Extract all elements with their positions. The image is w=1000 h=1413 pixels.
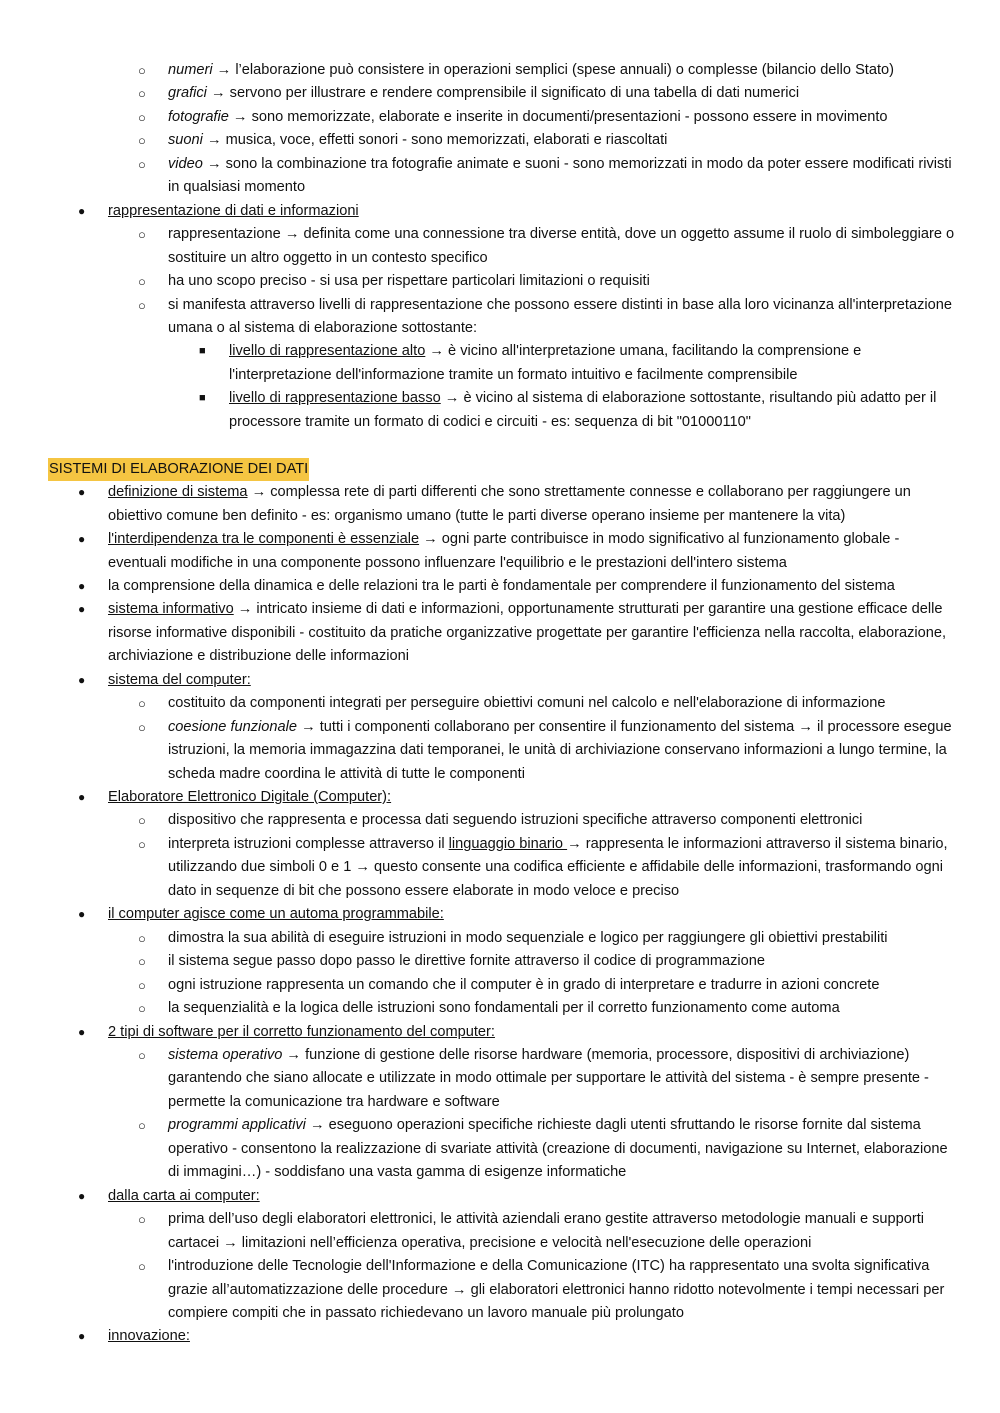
item-text: il sistema segue passo dopo passo le direttive fornite attraverso il codice di programmazione [168, 953, 766, 970]
circle-bullet-icon: ○ [138, 1259, 146, 1275]
item-text: → intricato insieme di dati e informazioni, opportunamente strutturati per garantire una gestione efficace delle risorse informative disponibili - costituito da pratiche organizzative progettate per garantire l'efficienza nella raccolta, elaborazione, archiviazione e distribuzione delle informazioni [108, 601, 947, 665]
item-text: → eseguono operazioni specifiche richieste dagli utenti sfruttando le risorse fornite dal sistema operativo - consentono la realizzazione di svariate attività (creazione di documenti, navigazione su Internet, elaborazione di immagini…) - soddisfano una vasta gamma di esigenze informatiche [168, 1117, 948, 1181]
arrow-text: → [212, 62, 236, 78]
list-item [48, 950, 958, 973]
blank-line [48, 434, 958, 457]
sistema-informativo-label: sistema informativo [108, 601, 234, 618]
disc-bullet-icon: ● [78, 790, 86, 805]
disc-bullet-icon: ● [78, 578, 86, 593]
term-numeri: numeri [168, 62, 213, 78]
circle-bullet-icon: ○ [138, 1001, 146, 1017]
arrow-text: → [228, 108, 252, 125]
arrow-text: → [202, 132, 226, 149]
list-item [48, 1044, 958, 1114]
circle-bullet-icon: ○ [138, 86, 146, 102]
item-text: → funzione di gestione delle risorse hardware (memoria, processore, dispositivi di archiviazione) garantendo che siano allocate e utilizzate in modo ottimale per supportare le attività del sistema - è sempre presente - permette la comunicazione tra hardware e software [168, 1047, 929, 1110]
list-item [48, 974, 958, 997]
circle-bullet-icon: ○ [138, 977, 146, 993]
list-item-video [48, 153, 958, 200]
item-text: ha uno scopo preciso - si usa per rispettare particolari limitazioni o requisiti [168, 273, 650, 290]
livello-basso-label: livello di rappresentazione basso [229, 390, 441, 407]
interdipendenza-label: l'interdipendenza tra le componenti è essenziale [108, 531, 420, 548]
list-item [48, 997, 958, 1020]
circle-bullet-icon: ○ [138, 930, 146, 946]
circle-bullet-icon: ○ [138, 719, 146, 735]
list-item [48, 833, 958, 903]
item-text: costituito da componenti integrati per perseguire obiettivi comuni nel calcolo e nell'elaborazione di informazione [168, 695, 886, 712]
list-item [48, 1255, 958, 1325]
disc-bullet-icon: ● [78, 203, 86, 218]
section-heading: SISTEMI DI ELABORAZIONE DEI DATI [48, 458, 309, 481]
list-item [48, 270, 958, 293]
disc-bullet-icon: ● [78, 672, 86, 687]
list-item-livello-alto [48, 340, 958, 387]
item-text: dispositivo che rappresenta e processa dati seguendo istruzioni specifiche attraverso componenti elettronici [168, 812, 863, 829]
circle-bullet-icon: ○ [138, 696, 146, 712]
circle-bullet-icon: ○ [138, 1048, 146, 1064]
list-item-software [48, 1021, 958, 1044]
list-item [48, 809, 958, 832]
circle-bullet-icon: ○ [138, 133, 146, 149]
item-text: prima dell’uso degli elaboratori elettronici, le attività aziendali erano gestite attraverso metodologie manuali e supporti cartacei → limitazioni nell’efficienza operativa, precisione e velocità nell'esecuzione delle operazioni [168, 1211, 925, 1251]
term-sistema-operativo: sistema operativo [168, 1047, 283, 1064]
term-suoni: suoni [168, 132, 203, 149]
circle-bullet-icon: ○ [138, 297, 146, 313]
circle-bullet-icon: ○ [138, 63, 146, 78]
rappresentazione-label: rappresentazione di dati e informazioni [108, 202, 359, 219]
term-programmi-applicativi: programmi applicativi [168, 1117, 306, 1134]
item-text: ogni istruzione rappresenta un comando che il computer è in grado di interpretare e tradurre in azioni concrete [168, 976, 880, 993]
list-item-grafici [48, 82, 958, 105]
item-text: rappresentazione → definita come una connessione tra diverse entità, dove un oggetto assume il ruolo di simboleggiare o sostituire un altro oggetto in un contesto specifico [168, 226, 955, 266]
circle-bullet-icon: ○ [138, 1118, 146, 1134]
arrow-text: → [202, 155, 226, 172]
item-text: → tutti i componenti collaborano per consentire il funzionamento del sistema → il processore esegue istruzioni, la memoria immagazzina dati temporanei, le unità di archiviazione conservano informazioni a lungo termine, la scheda madre coordina le attività di tutte le componenti [168, 718, 952, 782]
carta-label: dalla carta ai computer: [108, 1187, 260, 1204]
circle-bullet-icon: ○ [138, 156, 146, 172]
item-text: → complessa rete di parti differenti che sono strettamente connesse e collaborano per raggiungere un obiettivo comune ben definito - es: organismo umano (tutte le parti diverse operano insieme per mantenere la vita) [108, 484, 911, 524]
disc-bullet-icon: ● [78, 1188, 86, 1203]
item-text: la comprensione della dinamica e delle relazioni tra le parti è fondamentale per comprendere il funzionamento del sistema [108, 577, 895, 594]
disc-bullet-icon: ● [78, 532, 86, 547]
item-text: l'introduzione delle Tecnologie dell'Informazione e della Comunicazione (ITC) ha rappresentato una svolta significativa grazie all’automatizzazione delle procedure → gli elaboratori elettronici hanno ridotto notevolmente i tempi necessari per compiere compiti che in passato richiedevano un lavoro manuale più prolungato [168, 1258, 945, 1321]
list-item [48, 1208, 958, 1255]
item-text: sono la combinazione tra fotografie animate e suoni - sono memorizzati in modo da poter essere modificati rivisti in qualsiasi momento [168, 155, 952, 196]
item-text: interpreta istruzioni complesse attraverso il [168, 835, 449, 852]
innovazione-label: innovazione: [108, 1328, 190, 1345]
list-item [48, 223, 958, 270]
list-item-comprensione [48, 575, 958, 598]
definizione-label: definizione di sistema [108, 484, 248, 501]
software-label: 2 tipi di software per il corretto funzionamento del computer: [108, 1023, 495, 1040]
list-item [48, 294, 958, 341]
disc-bullet-icon: ● [78, 1024, 86, 1039]
list-item-elaboratore [48, 786, 958, 809]
automa-label: il computer agisce come un automa programmabile: [108, 906, 444, 923]
item-text: musica, voce, effetti sonori - sono memorizzati, elaborati e riascoltati [225, 132, 668, 149]
circle-bullet-icon: ○ [138, 109, 146, 125]
list-item-suoni [48, 129, 958, 152]
disc-bullet-icon: ● [78, 485, 86, 500]
circle-bullet-icon: ○ [138, 274, 146, 290]
disc-bullet-icon: ● [78, 907, 86, 922]
circle-bullet-icon: ○ [138, 813, 146, 829]
term-grafici: grafici [168, 85, 207, 102]
disc-bullet-icon: ● [78, 602, 86, 617]
elaboratore-label: Elaboratore Elettronico Digitale (Computer): [108, 789, 392, 806]
circle-bullet-icon: ○ [138, 954, 146, 970]
sistema-computer-label: sistema del computer: [108, 671, 251, 688]
list-item-fotografie [48, 106, 958, 129]
item-text: sono memorizzate, elaborate e inserite in documenti/presentazioni - possono essere in movimento [251, 108, 888, 125]
arrow-text: → [206, 85, 230, 102]
term-fotografie: fotografie [168, 108, 229, 125]
item-text: → è vicino al sistema di elaborazione sottostante, risultando più adatto per il processore tramite un formato di codici e circuiti - es: sequenza di bit "01000110" [229, 390, 937, 430]
document-body [48, 59, 958, 1349]
list-item [48, 1114, 958, 1184]
item-text: l’elaborazione può consistere in operazioni semplici (spese annuali) o complesse (bilancio dello Stato) [235, 62, 895, 78]
list-item-innovazione [48, 1325, 958, 1348]
square-bullet-icon: ■ [199, 392, 206, 405]
item-text: → è vicino all'interpretazione umana, facilitando la comprensione e l'interpretazione dell'informazione tramite un formato intuitivo e facilmente comprensibile [229, 343, 862, 383]
square-bullet-icon: ■ [199, 345, 206, 358]
linguaggio-binario-link: linguaggio binario [448, 835, 568, 852]
list-item [48, 927, 958, 950]
list-item-automa [48, 903, 958, 926]
item-text: → ogni parte contribuisce in modo significativo al funzionamento globale - eventuali modifiche in una componente possono influenzare l'equilibrio e le prestazioni dell'intero sistema [108, 531, 900, 571]
circle-bullet-icon: ○ [138, 1212, 146, 1228]
disc-bullet-icon: ● [78, 1329, 86, 1344]
list-item-interdipendenza [48, 528, 958, 575]
list-item [48, 692, 958, 715]
term-video: video [168, 155, 203, 172]
list-item-livello-basso [48, 387, 958, 434]
item-text: dimostra la sua abilità di eseguire istruzioni in modo sequenziale e logico per raggiungere gli obiettivi prestabiliti [168, 929, 888, 946]
list-item-sistema-informativo [48, 598, 958, 668]
term-coesione: coesione funzionale [168, 718, 298, 735]
item-text: la sequenzialità e la logica delle istruzioni sono fondamentali per il corretto funzionamento come automa [168, 1000, 840, 1017]
item-text: si manifesta attraverso livelli di rappresentazione che possono essere distinti in base alla loro vicinanza all'interpretazione umana o al sistema di elaborazione sottostante: [168, 296, 952, 336]
list-item-sistema-computer [48, 669, 958, 692]
section-heading-row [48, 458, 958, 481]
list-item [48, 716, 958, 786]
item-text: → rappresenta le informazioni attraverso il sistema binario, utilizzando due simboli 0 e 1 → questo consente una codifica efficiente e affidabile delle informazioni, trasformando ogni dato in sequenze di bit che possono essere elaborate in modo veloce e preciso [168, 835, 948, 899]
list-item-carta [48, 1185, 958, 1208]
item-text: servono per illustrare e rendere comprensibile il significato di una tabella di dati numerici [229, 85, 800, 102]
list-item-rappresentazione [48, 200, 958, 223]
list-item-definizione [48, 481, 958, 528]
livello-alto-label: livello di rappresentazione alto [229, 343, 426, 360]
circle-bullet-icon: ○ [138, 836, 146, 852]
list-item-numeri [48, 59, 958, 82]
circle-bullet-icon: ○ [138, 227, 146, 243]
